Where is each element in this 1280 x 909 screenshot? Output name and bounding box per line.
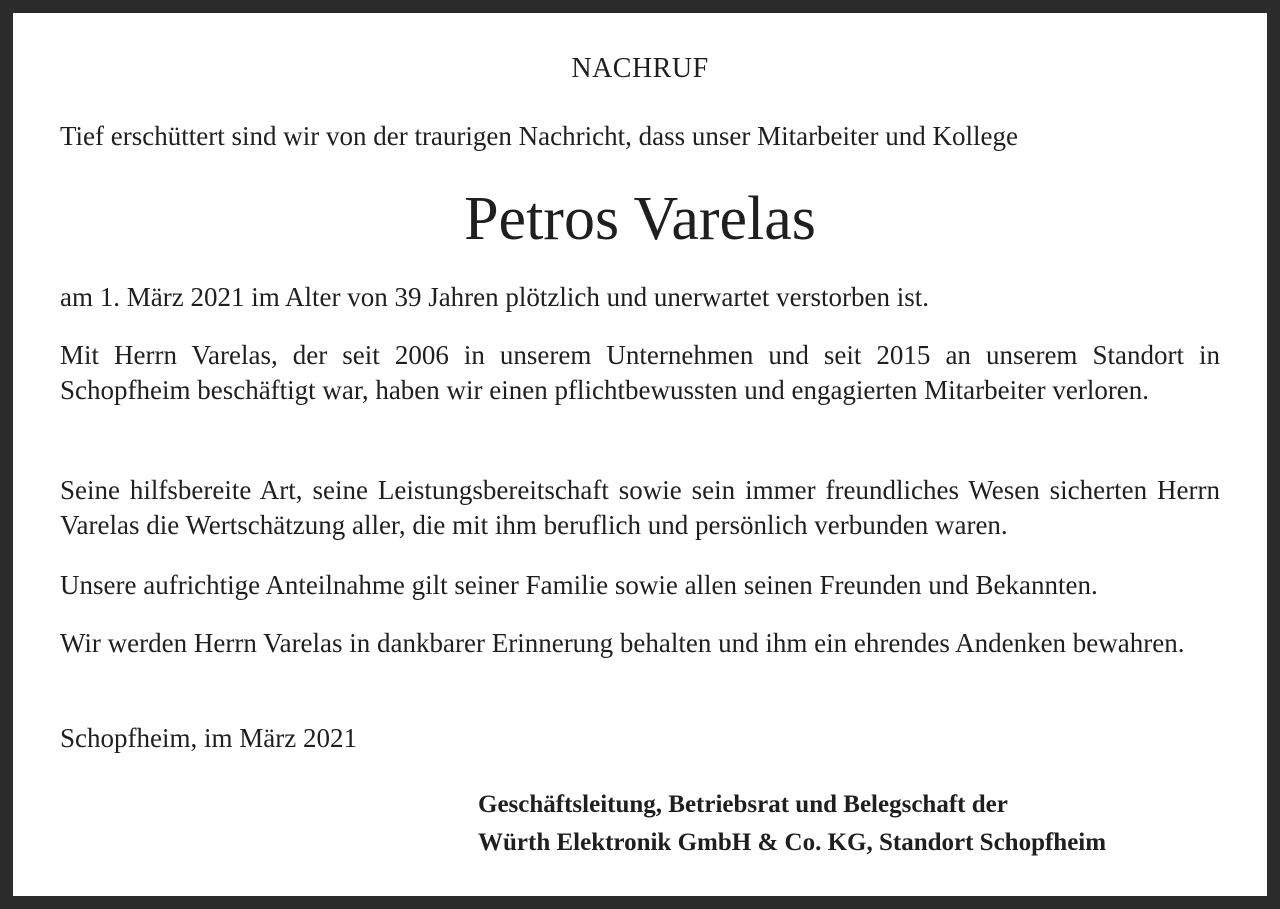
signature-line-2: Würth Elektronik GmbH & Co. KG, Standort Schopfheim [478,829,1107,856]
deceased-name: Petros Varelas [464,185,816,253]
signature-block [478,786,1238,862]
place-date: Schopfheim, im März 2021 [60,723,357,753]
intro-text: Tief erschüttert sind wir von der traurigen Nachricht, dass unser Mitarbeiter und Kollege [60,121,1018,151]
signature-line-1: Geschäftsleitung, Betriebsrat und Belegschaft der [478,791,1008,818]
paragraph-remembrance: Wir werden Herrn Varelas in dankbarer Erinnerung behalten und ihm ein ehrendes Andenken bewahren. [60,628,1185,658]
paragraph-employment: Mit Herrn Varelas, der seit 2006 in unserem Unternehmen und seit 2015 an unserem Standort in Schopfheim beschäftigt war, haben wir einen pflichtbewussten und engagierten Mitarbeiter verloren. [60,340,1220,405]
paragraph-condolence: Unsere aufrichtige Anteilnahme gilt seiner Familie sowie allen seinen Freunden und Bekannten. [60,570,1098,600]
paragraph-death-date: am 1. März 2021 im Alter von 39 Jahren plötzlich und unerwartet verstorben ist. [60,282,930,312]
paragraph-character: Seine hilfsbereite Art, seine Leistungsbereitschaft sowie sein immer freundliches Wesen sicherten Herrn Varelas die Wertschätzung aller, die mit ihm beruflich und persönlich verbunden waren. [60,475,1220,540]
notice-heading: NACHRUF [571,53,709,84]
